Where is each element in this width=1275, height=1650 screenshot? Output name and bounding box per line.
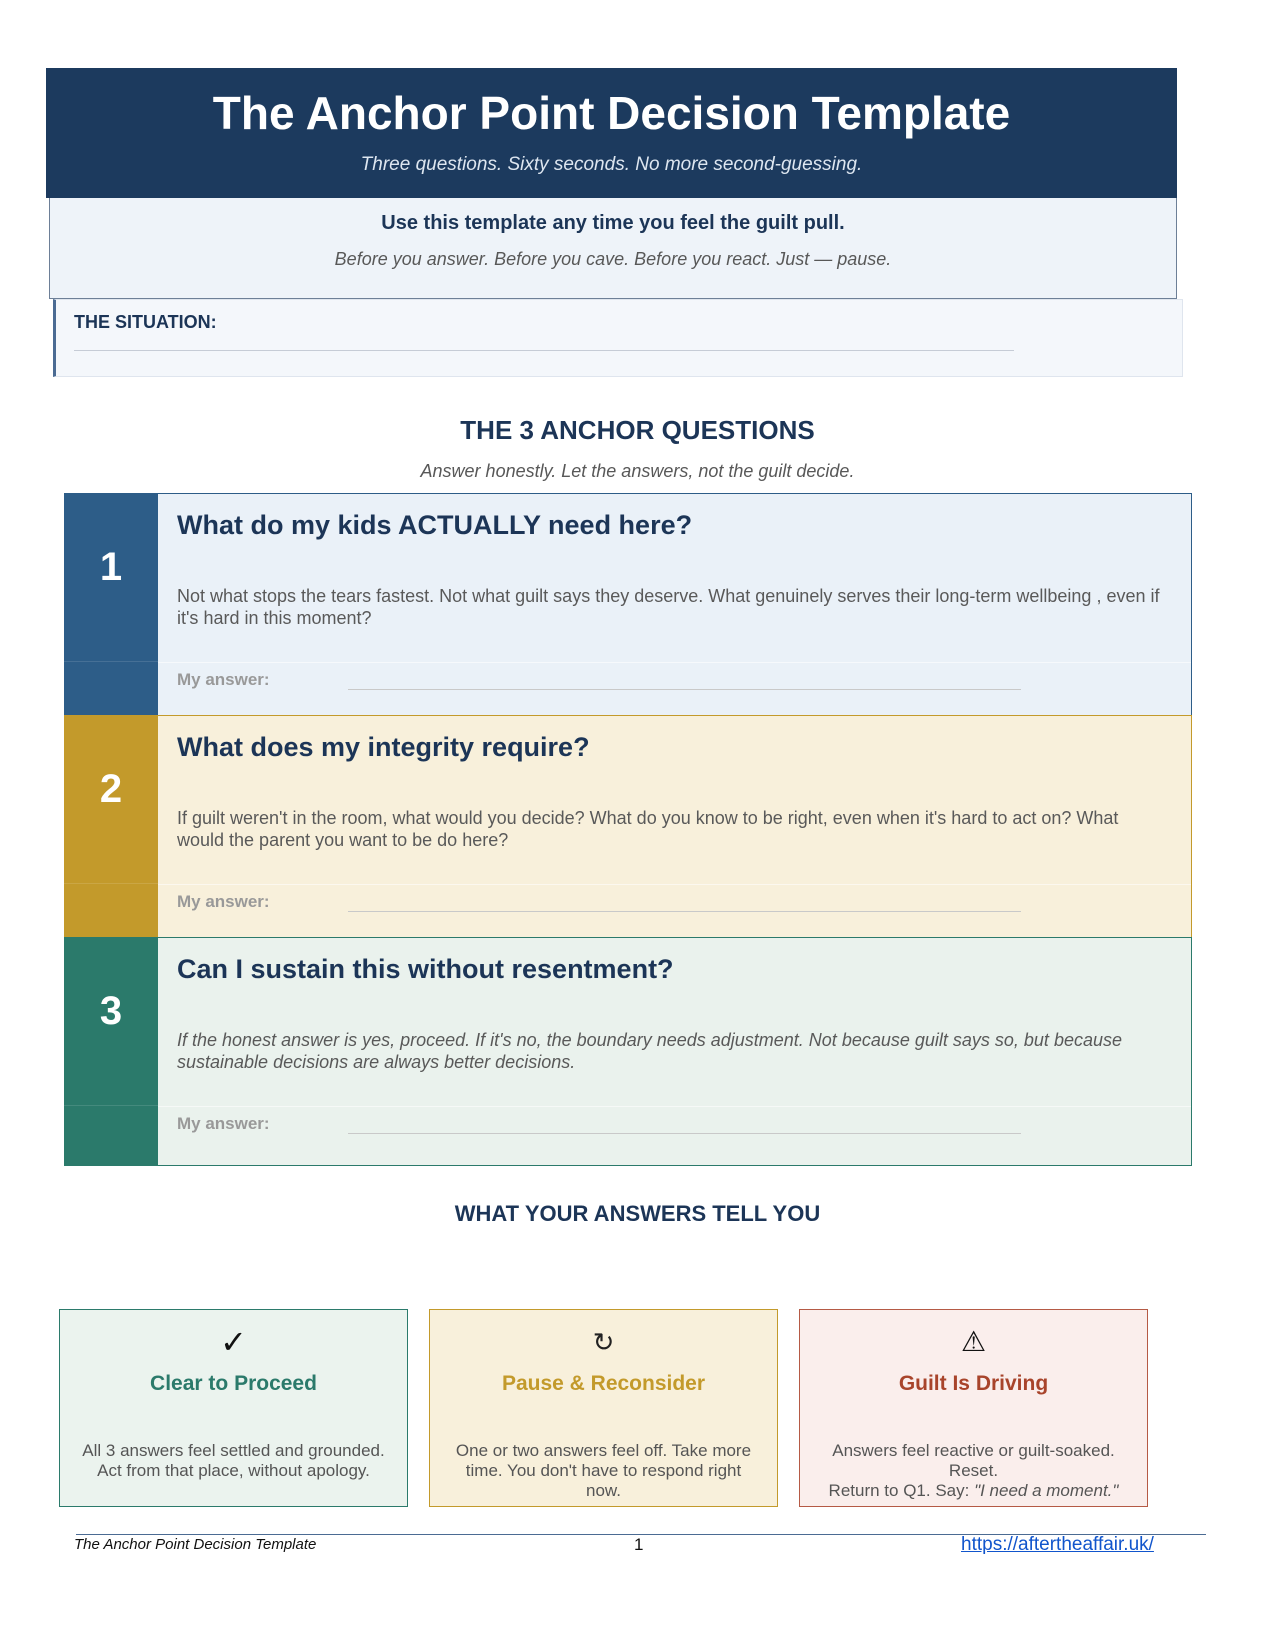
question-number: 1 [99,545,123,589]
answer-label: My answer: [177,670,270,689]
question-number: 3 [99,989,123,1033]
result-title: Guilt Is Driving [898,1372,1049,1395]
result-description-line [818,1481,1129,1501]
result-description [448,1441,759,1501]
result-quote: "I need a moment." [974,1481,1119,1500]
situation-answer-line[interactable] [74,350,1014,351]
question-description: If guilt weren't in the room, what would you decide? What do you know to be right, even when it's hard to act on? What would the parent you want to be do here? [177,808,1119,850]
results-section-title: WHAT YOUR ANSWERS TELL YOU [454,1201,821,1226]
warning-triangle-icon: ⚠ [960,1326,987,1357]
footer-document-title: The Anchor Point Decision Template [74,1536,317,1553]
question-title: What does my integrity require? [177,732,590,762]
result-card-reconsider [429,1309,778,1507]
question-card-1 [64,493,1192,722]
answer-line[interactable] [348,911,1021,912]
intro-box [49,198,1177,299]
question-number: 2 [99,767,123,811]
result-description-prefix: Return to Q1. Say: [828,1481,975,1500]
result-description [818,1441,1129,1501]
question-description: If the honest answer is yes, proceed. If it's no, the boundary needs adjustment. Not because guilt says so, but because sustainable decisions are always better decisions. [177,1030,1122,1072]
answer-label: My answer: [177,1114,270,1133]
page-title: The Anchor Point Decision Template [212,87,1011,139]
divider [64,661,158,662]
question-body [158,493,1192,722]
page-subtitle: Three questions. Sixty seconds. No more second-guessing. [360,154,863,175]
reload-arrow-icon: ↻ [592,1327,615,1357]
header-banner [46,68,1177,198]
question-number-block [64,937,158,1166]
question-number-block [64,715,158,944]
result-description-line: One or two answers feel off. Take more [455,1441,752,1460]
question-title: Can I sustain this without resentment? [177,954,674,984]
questions-section-subtitle: Answer honestly. Let the answers, not the guilt decide. [420,461,855,481]
result-title: Pause & Reconsider [501,1372,706,1395]
footer-website-link[interactable]: https://aftertheaffair.uk/ [961,1534,1154,1555]
intro-heading: Use this template any time you feel the guilt pull. [381,212,845,234]
result-card-proceed [59,1309,408,1507]
result-description-line: time. You don't have to respond right now. [465,1461,742,1500]
situation-box [53,299,1183,377]
check-mark-icon: ✓ [220,1324,247,1360]
result-description-line: All 3 answers feel settled and grounded. [82,1441,385,1460]
result-description [78,1441,389,1481]
divider [64,1105,158,1106]
divider [64,883,158,884]
answer-label: My answer: [177,892,270,911]
question-body [158,937,1192,1166]
answer-line[interactable] [348,1133,1021,1134]
intro-note: Before you answer. Before you cave. Before you react. Just — pause. [334,249,892,269]
question-title: What do my kids ACTUALLY need here? [177,510,693,540]
question-body [158,715,1192,944]
answer-line[interactable] [348,689,1021,690]
result-description-line: Answers feel reactive or guilt-soaked. Reset. [832,1441,1115,1480]
divider [158,884,1191,885]
question-description: Not what stops the tears fastest. Not what guilt says they deserve. What genuinely serves their long-term wellbeing , even if it's hard in this moment? [177,586,1160,628]
situation-label: THE SITUATION: [74,312,217,332]
question-card-2 [64,715,1192,944]
result-title: Clear to Proceed [150,1372,317,1395]
result-card-guilt [799,1309,1148,1507]
result-description-line: Act from that place, without apology. [97,1461,370,1480]
question-card-3 [64,937,1192,1166]
question-number-block [64,493,158,722]
divider [158,662,1191,663]
footer-page-number: 1 [634,1535,644,1554]
questions-section-title: THE 3 ANCHOR QUESTIONS [460,415,815,445]
divider [158,1106,1191,1107]
